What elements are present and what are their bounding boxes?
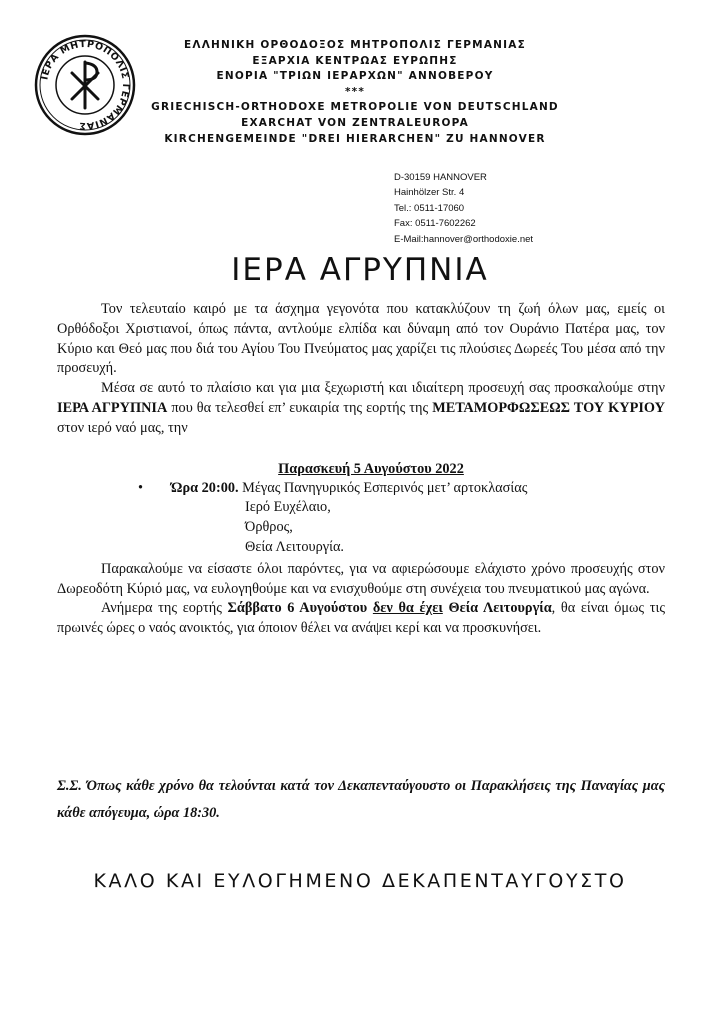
contact-tel: Tel.: 0511-17060 (394, 202, 465, 214)
postscript: Σ.Σ. Όπως κάθε χρόνο θα τελούνται κατά τον Δεκαπενταύγουστο οι Παρακλήσεις της Παναγίας μας κάθε απόγευμα, ώρα 18:30. (57, 778, 665, 821)
letter-body (57, 300, 665, 639)
event-time: Ώρα 20:00. (171, 479, 239, 496)
appeal-paragraph: Παρακαλούμε να είσαστε όλοι παρόντες, για να αφιερώσουμε ελάχιστο χρόνο προσευχής στον Δωρεοδότη Κύριό μας, να ευλογηθούμε και να ενισχυθούμε στη συνέχεια του πνευματικού μας αγώνα. (57, 560, 665, 597)
invite-text: Μέσα σε αυτό το πλαίσιο και για μια ξεχωριστή και ιδιαίτερη προσευχή σας προσκαλούμε στην (101, 380, 665, 397)
closing-greeting: ΚΑΛΟ ΚΑΙ ΕΥΛΟΓΗΜΕΝΟ ΔΕΚΑΠΕΝΤΑΥΓΟΥΣΤΟ (93, 870, 627, 892)
contact-city: D-30159 HANNOVER (394, 172, 487, 183)
notice-text: , θα είναι όμως τις πρωινές ώρες ο ναός ανοικτός, για όποιον θέλει να ανάψει κερί και να προσκυνήσει. (57, 600, 665, 637)
header-line: KIRCHENGEMEINDE "DREI HIERARCHEN" ZU HANNOVER (164, 132, 546, 145)
parish-header (140, 38, 570, 147)
header-line: ΕΝΟΡΙΑ "ΤΡΙΩΝ ΙΕΡΑΡΧΩΝ" ΑΝΝΟΒΕΡΟΥ (216, 70, 494, 83)
invite-text: που θα τελεσθεί επ’ ευκαιρία της εορτής της (167, 399, 433, 416)
header-line: ΕΞΑΡΧΙΑ ΚΕΝΤΡΩΑΣ ΕΥΡΩΠΗΣ (252, 54, 458, 67)
svg-text:ΙΕΡΑ ΜΗΤΡΟΠΟΛΙΣ ΓΕΡΜΑΝΙΑΣ: ΙΕΡΑ ΜΗΤΡΟΠΟΛΙΣ ΓΕΡΜΑΝΙΑΣ (39, 38, 132, 132)
invite-text: στον ιερό ναό μας, την (57, 419, 188, 436)
contact-street: Hainhölzer Str. 4 (394, 187, 465, 199)
notice-liturgy: Θεία Λειτουργία (442, 600, 552, 617)
contact-fax: Fax: 0511-7602262 (394, 218, 476, 230)
header-separator: *** (344, 85, 366, 98)
page-title: ΙΕΡΑ ΑΓΡΥΠΝΙΑ (231, 252, 489, 288)
header-line: ΕΛΛΗΝΙΚΗ ΟΡΘΟΔΟΞΟΣ ΜΗΤΡΟΠΟΛΙΣ ΓΕΡΜΑΝΙΑΣ (184, 39, 526, 51)
event-schedule (57, 479, 665, 558)
invite-feast-name: ΜΕΤΑΜΟΡΦΩΣΕΩΣ ΤΟΥ ΚΥΡΙΟΥ (432, 399, 665, 416)
contact-block (394, 170, 533, 247)
notice-date: Σάββατο 6 Αυγούστου (227, 600, 368, 617)
intro-paragraph: Τον τελευταίο καιρό με τα άσχημα γεγονότα που κατακλύζουν τη ζωή όλων μας, εμείς οι Ορθόδοξοι Χριστιανοί, όπως πάντα, αντλούμε ελπίδα και δύναμη από τον Ουράνιο Πατέρα μας, τον Κύριο και Θεό μας που διά του Αγίου Του Πνεύματος μας χαρίζει τις πλούσιες Δωρεές Του μέσα από την προσευχή. (57, 301, 665, 377)
event-service-name: Μέγας Πανηγυρικός Εσπερινός μετ’ αρτοκλασίας (238, 479, 528, 496)
bullet-icon: • (138, 479, 144, 496)
notice-text: Ανήμερα της εορτής (101, 600, 228, 617)
event-service-item: Όρθρος, (245, 519, 293, 536)
invite-paragraph (57, 379, 665, 438)
event-first-service (57, 479, 665, 499)
notice-paragraph (57, 599, 665, 639)
notice-no-service (373, 600, 443, 616)
event-service-item: Ιερό Ευχέλαιο, (245, 499, 331, 516)
metropolis-seal-logo (34, 34, 136, 136)
seal-emblem-icon (34, 34, 136, 136)
contact-email: E-Mail:hannover@orthodoxie.net (394, 233, 534, 245)
event-date: Παρασκευή 5 Αυγούστου 2022 (278, 460, 464, 477)
notice-underlined: δεν θα έχει (372, 600, 443, 617)
header-line: GRIECHISCH-ORTHODOXE METROPOLIE VON DEUTSCHLAND (151, 101, 559, 114)
event-service-item: Θεία Λειτουργία. (245, 538, 345, 555)
invite-vigil-name: ΙΕΡΑ ΑΓΡΥΠΝΙΑ (57, 399, 168, 416)
header-line: EXARCHAT VON ZENTRALEUROPA (241, 116, 469, 129)
